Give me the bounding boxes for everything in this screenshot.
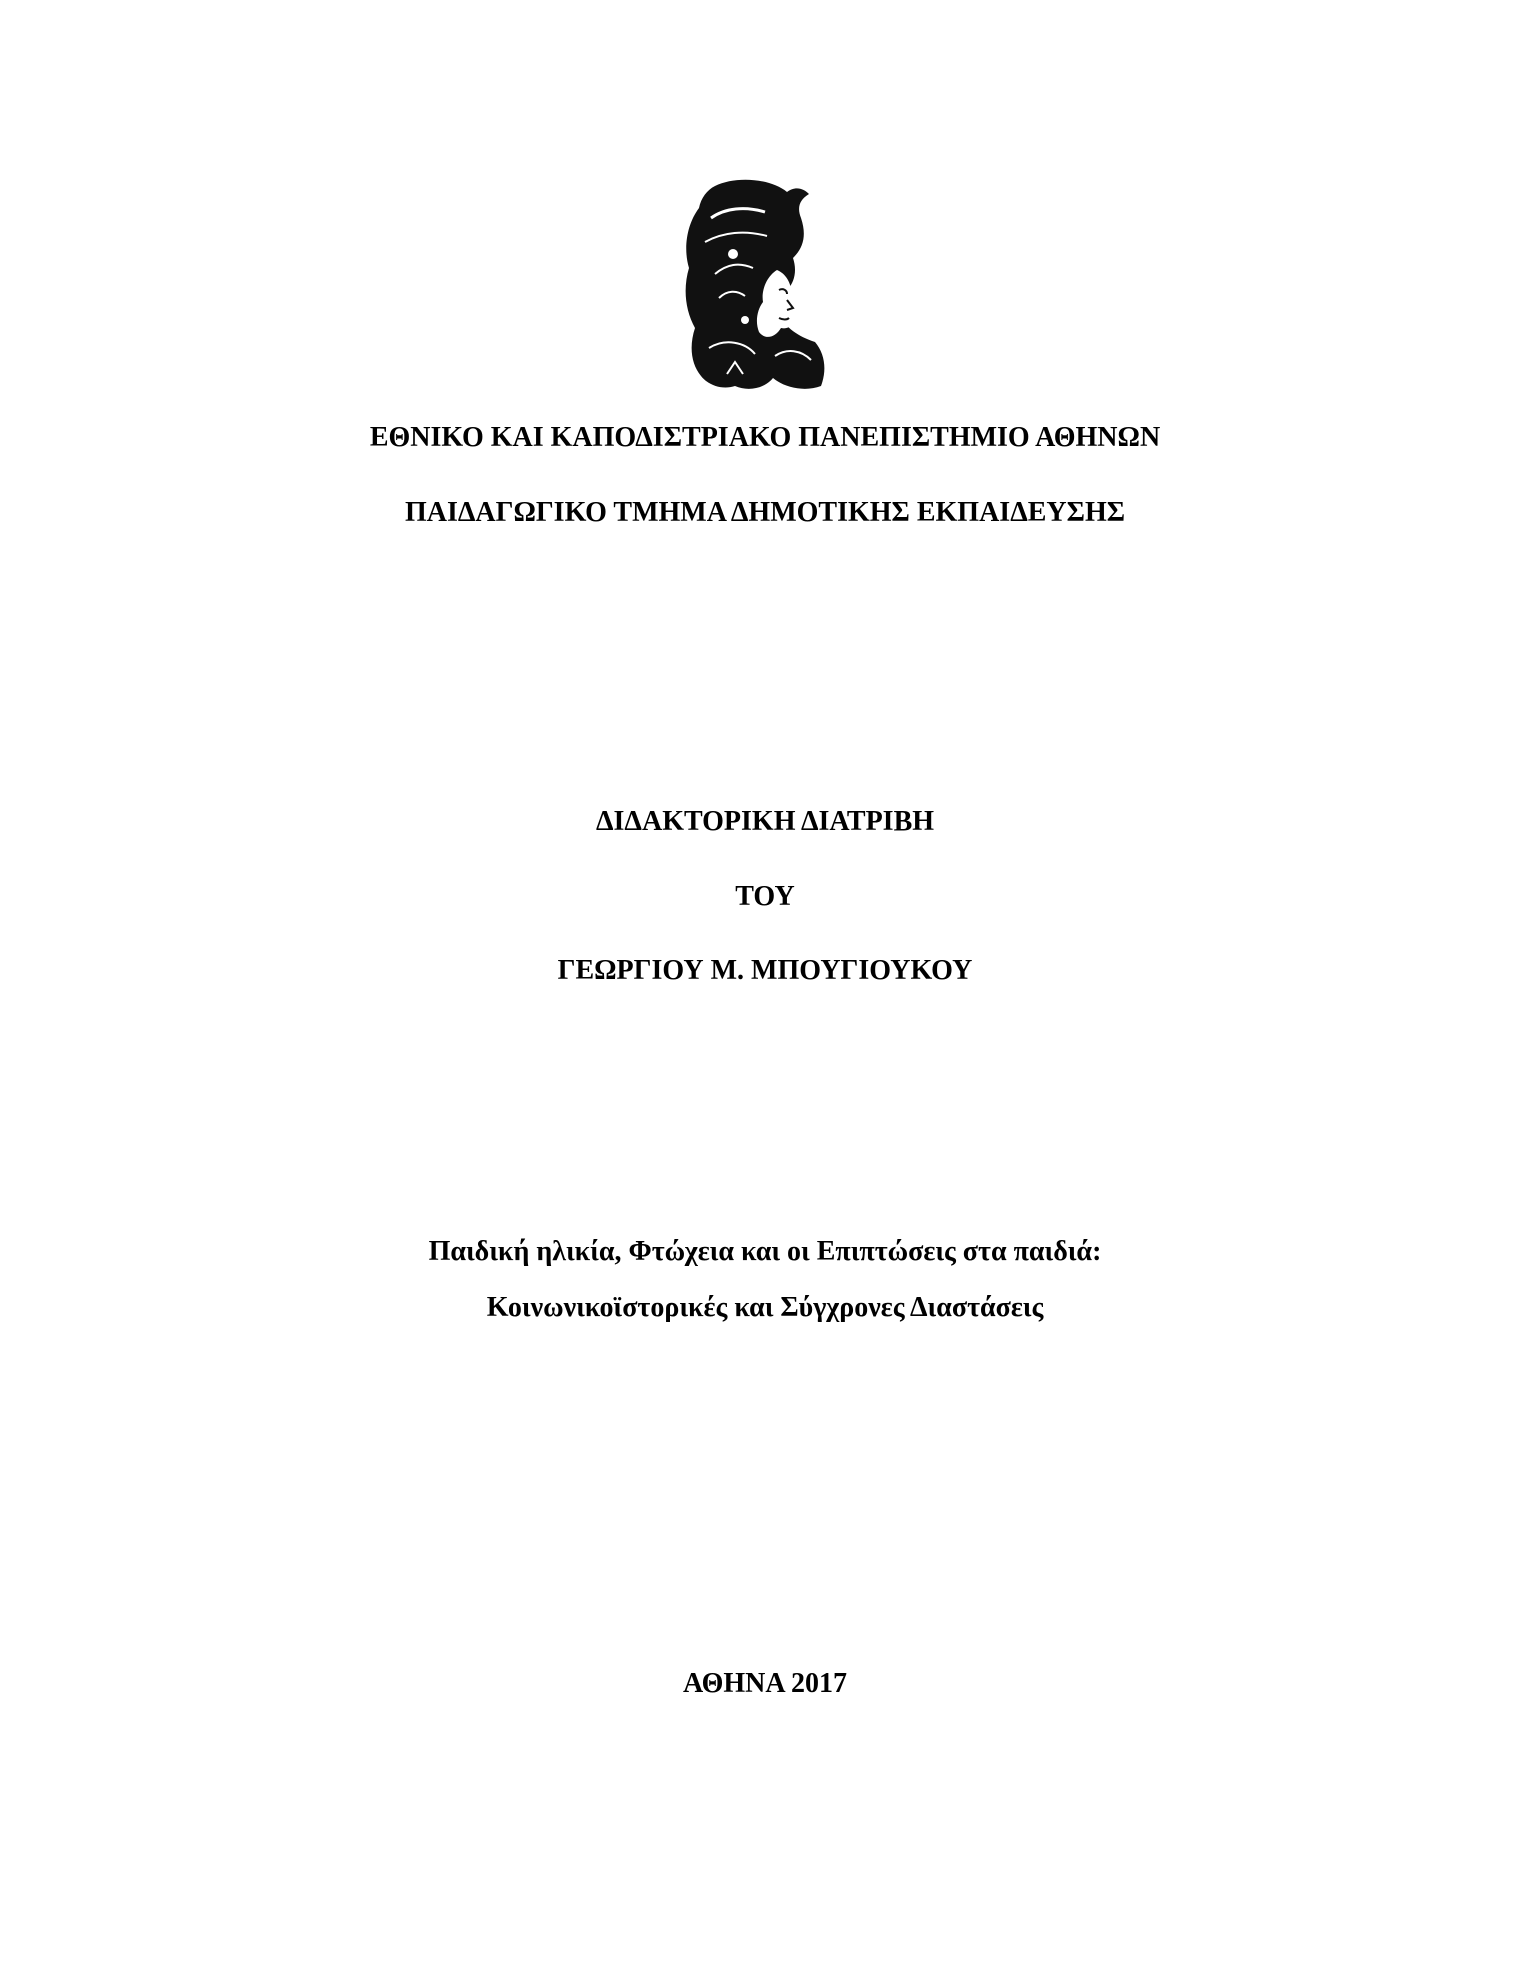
university-logo-icon (675, 178, 835, 398)
thesis-type: ΔΙΔΑΚΤΟΡΙΚΗ ΔΙΑΤΡΙΒΗ (595, 806, 935, 837)
place-year: ΑΘΗΝΑ 2017 (682, 1668, 848, 1699)
thesis-of: ΤΟΥ (735, 881, 795, 912)
thesis-title-line-2: Κοινωνικοϊστορικές και Σύγχρονες Διαστάσεις (486, 1292, 1044, 1323)
university-name: ΕΘΝΙΚΟ ΚΑΙ ΚΑΠΟΔΙΣΤΡΙΑΚΟ ΠΑΝΕΠΙΣΤΗΜΙΟ ΑΘΗΝΩΝ (369, 422, 1161, 453)
department-name: ΠΑΙΔΑΓΩΓΙΚΟ ΤΜΗΜΑ ΔΗΜΟΤΙΚΗΣ ΕΚΠΑΙΔΕΥΣΗΣ (404, 497, 1126, 528)
author-name: ΓΕΩΡΓΙΟΥ Μ. ΜΠΟΥΓΙΟΥΚΟΥ (557, 955, 973, 986)
thesis-title-line-1: Παιδική ηλικία, Φτώχεια και οι Επιπτώσεις στα παιδιά: (428, 1236, 1102, 1267)
